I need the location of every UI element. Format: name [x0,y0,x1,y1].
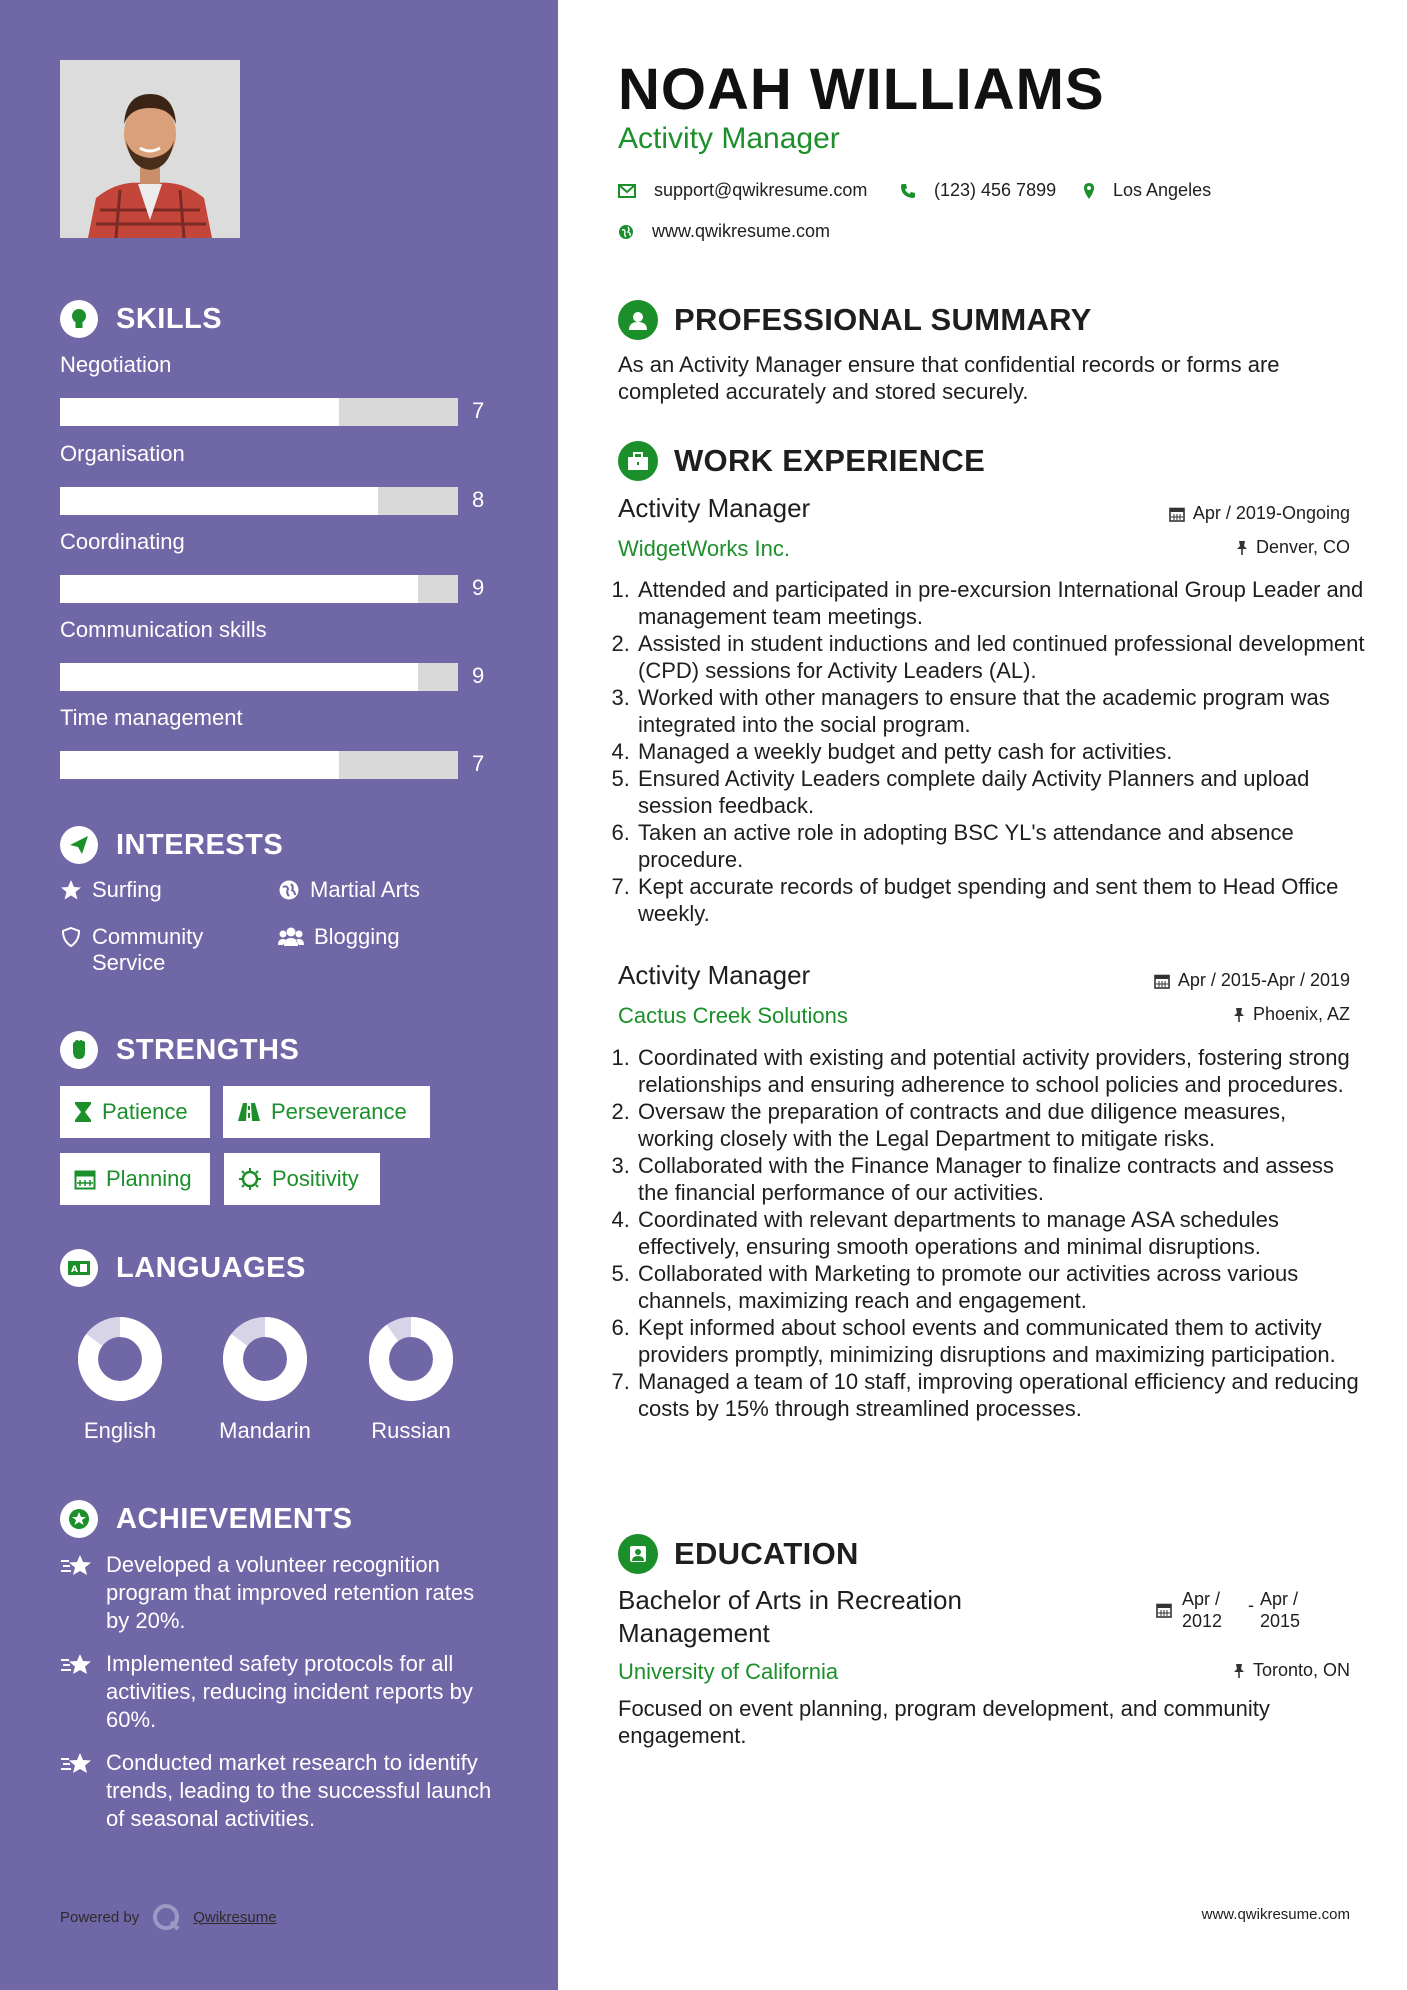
languages-heading [60,1249,306,1287]
strength-label: Patience [102,1099,188,1124]
job-bullet: 5. Collaborated with Marketing to promote our activities across various channels, maximizing reach and engagement. [636,1260,1368,1314]
achievement-text: Developed a volunteer recognition program that improved retention rates by 20%. [106,1552,475,1633]
strength-tag [60,1153,210,1205]
skill-row [60,529,490,600]
qwikresume-logo-icon [151,1902,181,1932]
contact-location [1083,180,1211,201]
language-item [60,1314,180,1444]
job-bullet: 7. Managed a team of 10 staff, improving operational efficiency and reducing costs by 15% through streamlined processes. [636,1368,1368,1422]
user-icon [618,300,658,340]
language-name: Mandarin [219,1418,311,1443]
pushpin-icon [1236,540,1248,556]
star-badge-icon [60,1500,98,1538]
hourglass-icon [74,1101,92,1123]
location-text: Los Angeles [1113,180,1212,200]
interest-item [60,924,240,976]
language-donut [220,1314,310,1404]
job-location-text: Denver, CO [1255,537,1350,557]
achievement-item [60,1749,500,1833]
contact-email[interactable] [618,180,867,201]
interest-item [278,877,420,903]
experience-title: WORK EXPERIENCE [674,443,986,478]
job-company: WidgetWorks Inc. [618,536,790,561]
shooting-star-icon [60,1652,94,1678]
achievement-text: Conducted market research to identify trends, leading to the successful launch of seasonal activities. [106,1750,492,1831]
interests-heading [60,826,283,864]
globe-icon [618,224,634,240]
strength-label: Perseverance [271,1099,407,1124]
education-degree: Bachelor of Arts in Recreation Management [618,1585,962,1648]
job-dates [1154,970,1350,991]
calendar-icon [1156,1602,1172,1618]
education-location-text: Toronto, ON [1252,1660,1350,1680]
achievement-item [60,1551,500,1635]
job-dates-text: Apr / 2019-Ongoing [1192,503,1350,523]
interest-label: Martial Arts [310,877,421,902]
job-bullet: 1. Coordinated with existing and potential activity providers, fostering strong relationships and ensuring adherence to school policies and procedures. [636,1044,1368,1098]
powered-by [60,1902,277,1932]
email-text: support@qwikresume.com [654,180,868,200]
person-portrait-icon [60,60,240,238]
skill-name: Communication skills [60,617,267,642]
job-dates [1169,503,1350,524]
skill-name: Coordinating [60,529,185,554]
achievements-title: ACHIEVEMENTS [116,1502,353,1535]
skill-row [60,352,490,423]
job-bullet: 5. Ensured Activity Leaders complete daily Activity Planners and upload session feedback. [636,765,1368,819]
map-pin-icon [1083,182,1095,200]
candidate-name: NOAH WILLIAMS [618,57,1105,122]
language-donut [366,1314,456,1404]
job-location [1233,1004,1350,1025]
strength-label: Planning [106,1166,192,1191]
skill-value: 8 [472,487,485,512]
skill-row [60,441,490,512]
svg-text:A: A [71,1265,78,1275]
interest-item [60,877,162,903]
education-description: Focused on event planning, program development, and community engagement. [618,1696,1270,1748]
sidebar [0,0,558,1990]
footer-url[interactable]: www.qwikresume.com [1201,1906,1350,1923]
education-school: University of California [618,1659,839,1684]
education-dates [1156,1588,1320,1632]
education-start: Apr / 2012 [1182,1589,1223,1631]
skill-row [60,617,490,688]
job-bullets [618,576,1368,927]
candidate-title: Activity Manager [618,122,840,155]
qwikresume-link[interactable]: Qwikresume [193,1908,277,1926]
job-bullet: 4. Coordinated with relevant departments to manage ASA schedules effectively, ensuring smooth operations and minimal disruptions. [636,1206,1368,1260]
sun-icon [238,1167,262,1191]
summary-title: PROFESSIONAL SUMMARY [674,302,1092,337]
language-item [351,1314,471,1444]
profile-photo [60,60,240,238]
star-icon [60,879,82,901]
calendar-icon [74,1168,96,1190]
job-dates-text: Apr / 2015-Apr / 2019 [1177,970,1350,990]
pushpin-icon [1233,1007,1245,1023]
skills-title: SKILLS [116,302,223,335]
job-bullet: 6. Kept informed about school events and communicated them to activity providers promptly, minimizing disruptions and maximizing participation. [636,1314,1368,1368]
skill-bar-fill [60,663,418,691]
language-donut [75,1314,165,1404]
interest-item [278,924,400,950]
interests-title: INTERESTS [116,828,284,861]
job-company: Cactus Creek Solutions [618,1003,848,1028]
job-bullet: 2. Assisted in student inductions and led continued professional development (CPD) sessions for Activity Leaders (AL). [636,630,1368,684]
lightbulb-icon [60,300,98,338]
shield-icon [60,926,82,948]
languages-title: LANGUAGES [116,1251,306,1284]
website-text: www.qwikresume.com [652,221,831,241]
language-name: Russian [371,1418,451,1443]
education-heading [618,1534,859,1574]
interest-label: Surfing [92,877,162,902]
language-item [205,1314,325,1444]
phone-text: (123) 456 7899 [934,180,1057,200]
experience-heading [618,441,985,481]
education-location [1233,1660,1350,1681]
strength-tag [60,1086,210,1138]
job-location-text: Phoenix, AZ [1252,1004,1350,1024]
powered-by-label: Powered by [60,1908,140,1926]
job-bullet: 7. Kept accurate records of budget spending and sent them to Head Office weekly. [636,873,1368,927]
shooting-star-icon [60,1751,94,1777]
education-end: Apr / 2015 [1260,1589,1301,1631]
skill-bar [60,751,458,779]
strength-label: Positivity [272,1166,359,1191]
language-icon [60,1249,98,1287]
job-bullet: 2. Oversaw the preparation of contracts and due diligence measures, working closely with the Legal Department to mitigate risks. [636,1098,1368,1152]
skill-value: 7 [472,751,485,776]
education-title: EDUCATION [674,1536,859,1571]
calendar-icon [1169,506,1185,522]
contact-website[interactable] [618,221,830,242]
job-bullet: 3. Collaborated with the Finance Manager to finalize contracts and assess the financial performance of our activities. [636,1152,1368,1206]
pushpin-icon [1233,1663,1245,1679]
achievements-heading [60,1500,352,1538]
calendar-icon [1154,973,1170,989]
skill-name: Organisation [60,441,185,466]
skill-bar [60,575,458,603]
contact-phone[interactable] [900,180,1056,201]
skill-value: 9 [472,663,485,688]
language-name: English [83,1418,157,1443]
phone-icon [900,183,916,199]
envelope-icon [618,184,636,198]
skill-bar [60,487,458,515]
job-bullet: 6. Taken an active role in adopting BSC YL's attendance and absence procedure. [636,819,1368,873]
skill-name: Negotiation [60,352,172,377]
shooting-star-icon [60,1553,94,1579]
paper-plane-icon [60,826,98,864]
job-role: Activity Manager [618,960,811,990]
job-bullet: 3. Worked with other managers to ensure that the academic program was integrated into the social program. [636,684,1368,738]
skills-heading [60,300,222,338]
briefcase-icon [618,441,658,481]
skill-bar [60,663,458,691]
skill-bar-fill [60,751,339,779]
skill-row [60,705,490,776]
interest-label: Community Service [92,924,204,975]
skill-value: 9 [472,575,485,600]
summary-heading [618,300,1092,340]
interest-label: Blogging [314,924,400,949]
date-separator: - [1248,1595,1254,1615]
summary-text: As an Activity Manager ensure that confidential records or forms are completed accurately and stored securely. [618,352,1280,404]
achievement-text: Implemented safety protocols for all activities, reducing incident reports by 60%. [106,1651,473,1732]
hand-icon [60,1031,98,1069]
job-bullet: 1. Attended and participated in pre-excursion International Group Leader and management team meetings. [636,576,1368,630]
strength-tag [223,1086,430,1138]
graduate-icon [618,1534,658,1574]
users-icon [278,926,304,948]
skill-bar-fill [60,398,339,426]
strength-tag [224,1153,380,1205]
job-bullet: 4. Managed a weekly budget and petty cash for activities. [636,738,1368,765]
skill-value: 7 [472,398,485,423]
skill-name: Time management [60,705,243,730]
achievement-item [60,1650,500,1734]
job-role: Activity Manager [618,493,811,523]
job-location [1236,537,1350,558]
job-bullets [618,1044,1368,1422]
globe-icon [278,879,300,901]
skill-bar [60,398,458,426]
strengths-heading [60,1031,299,1069]
skill-bar-fill [60,575,418,603]
skill-bar-fill [60,487,378,515]
strengths-title: STRENGTHS [116,1033,300,1066]
road-icon [237,1102,261,1122]
